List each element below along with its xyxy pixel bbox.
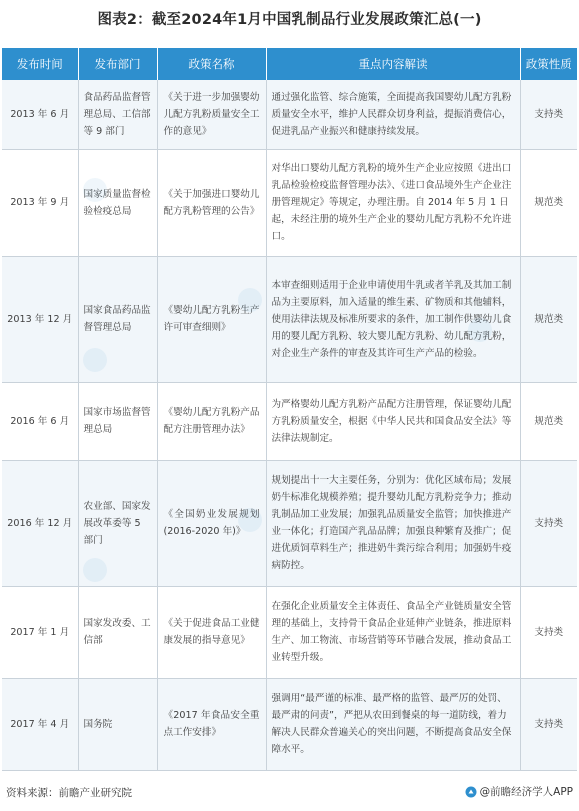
- cell-dept: 国家食品药品监督管理总局: [78, 256, 157, 382]
- cell-type: 支持类: [520, 678, 577, 770]
- cell-time: 2016 年 12 月: [2, 460, 78, 586]
- cell-type: 规范类: [520, 382, 577, 460]
- table-row: [2, 586, 577, 678]
- table-row: [2, 382, 577, 460]
- cell-type: 支持类: [520, 80, 577, 149]
- cell-time: 2013 年 9 月: [2, 149, 78, 256]
- cell-time: 2013 年 6 月: [2, 80, 78, 149]
- cell-dept: 国务院: [78, 678, 157, 770]
- table-header-row: [2, 48, 577, 80]
- cell-time: 2017 年 4 月: [2, 678, 78, 770]
- cell-name: 《关于促进食品工业健康发展的指导意见》: [157, 586, 266, 678]
- table-row: [2, 678, 577, 770]
- page-title: 图表2：截至2024年1月中国乳制品行业发展政策汇总(一): [97, 12, 482, 28]
- cell-type: 规范类: [520, 256, 577, 382]
- cell-type: 支持类: [520, 586, 577, 678]
- cell-time: 2017 年 1 月: [2, 586, 78, 678]
- table-row: [2, 256, 577, 382]
- header-type: 政策性质: [520, 48, 577, 80]
- cell-dept: 食品药品监督管理总局、工信部等 9 部门: [78, 80, 157, 149]
- cell-name: 《关于加强进口婴幼儿配方乳粉管理的公告》: [157, 149, 266, 256]
- cell-time: 2016 年 6 月: [2, 382, 78, 460]
- cell-content: 为严格婴幼儿配方乳粉产品配方注册管理，保证婴幼儿配方乳粉质量安全，根据《中华人民共和国食品安全法》等法律法规制定。: [266, 382, 520, 460]
- brand-logo-icon: [465, 786, 477, 798]
- cell-content: 强调用“最严谨的标准、最严格的监管、最严厉的处罚、最严肃的问责”，严把从农田到餐桌的每一道防线，着力解决人民群众普遍关心的突出问题，不断提高食品安全保障水平。: [266, 678, 520, 770]
- table-row: [2, 149, 577, 256]
- cell-content: 在强化企业质量安全主体责任、食品全产业链质量安全管理的基础上，支持骨干食品企业延伸产业链条，推进原料生产、加工物流、市场营销等环节融合发展，推动食品工业转型升级。: [266, 586, 520, 678]
- header-content: 重点内容解读: [266, 48, 520, 80]
- cell-time: 2013 年 12 月: [2, 256, 78, 382]
- source-note: 资料来源：前瞻产业研究院: [6, 787, 132, 799]
- brand-credit: [465, 784, 573, 799]
- cell-name: 《2017 年食品安全重点工作安排》: [157, 678, 266, 770]
- cell-content: 规划提出十一大主要任务，分别为：优化区域布局；发展奶牛标准化规模养殖；提升婴幼儿配方乳粉竞争力；推动乳制品加工业发展；加强乳品质量安全监管；加快推进产业一体化；打造国产乳品品牌；加强良种繁育及推广；促进优质饲草料生产；推进奶牛粪污综合利用；加强奶牛疫病防控。: [266, 460, 520, 586]
- cell-dept: 国家市场监督管理总局: [78, 382, 157, 460]
- header-time: 发布时间: [2, 48, 78, 80]
- cell-name: 《婴幼儿配方乳粉生产许可审查细则》: [157, 256, 266, 382]
- cell-content: 对华出口婴幼儿配方乳粉的境外生产企业应按照《进出口乳品检验检疫监督管理办法》、《进口食品境外生产企业注册管理规定》等规定，办理注册。自 2014 年 5 月 1 日起，未经注册的境外生产企业的婴幼儿配方乳粉不允许进口。: [266, 149, 520, 256]
- table-row: [2, 80, 577, 149]
- cell-dept: 国家发改委、工信部: [78, 586, 157, 678]
- cell-content: 通过强化监管、综合施策，全面提高我国婴幼儿配方乳粉质量安全水平，维护人民群众切身利益，提振消费信心，促进乳品产业振兴和健康持续发展。: [266, 80, 520, 149]
- header-name: 政策名称: [157, 48, 266, 80]
- cell-name: 《婴幼儿配方乳粉产品配方注册管理办法》: [157, 382, 266, 460]
- cell-dept: 农业部、国家发展改革委等 5 部门: [78, 460, 157, 586]
- cell-type: 规范类: [520, 149, 577, 256]
- cell-name: 《关于进一步加强婴幼儿配方乳粉质量安全工作的意见》: [157, 80, 266, 149]
- cell-dept: 国家质量监督检验检疫总局: [78, 149, 157, 256]
- header-dept: 发布部门: [78, 48, 157, 80]
- brand-credit-text: @前瞻经济学人APP: [479, 786, 573, 798]
- policy-table: [2, 48, 577, 771]
- cell-name: 《全国奶业发展规划(2016-2020 年)》: [157, 460, 266, 586]
- table-row: [2, 460, 577, 586]
- cell-content: 本审查细则适用于企业申请使用牛乳或者羊乳及其加工制品为主要原料，加入适量的维生素、矿物质和其他辅料，使用法律法规及标准所要求的条件，加工制作供婴幼儿食用的婴儿配方乳粉、较大婴儿配方乳粉、幼儿配方乳粉，对企业生产条件的审查及其许可生产产品的检验。: [266, 256, 520, 382]
- cell-type: 支持类: [520, 460, 577, 586]
